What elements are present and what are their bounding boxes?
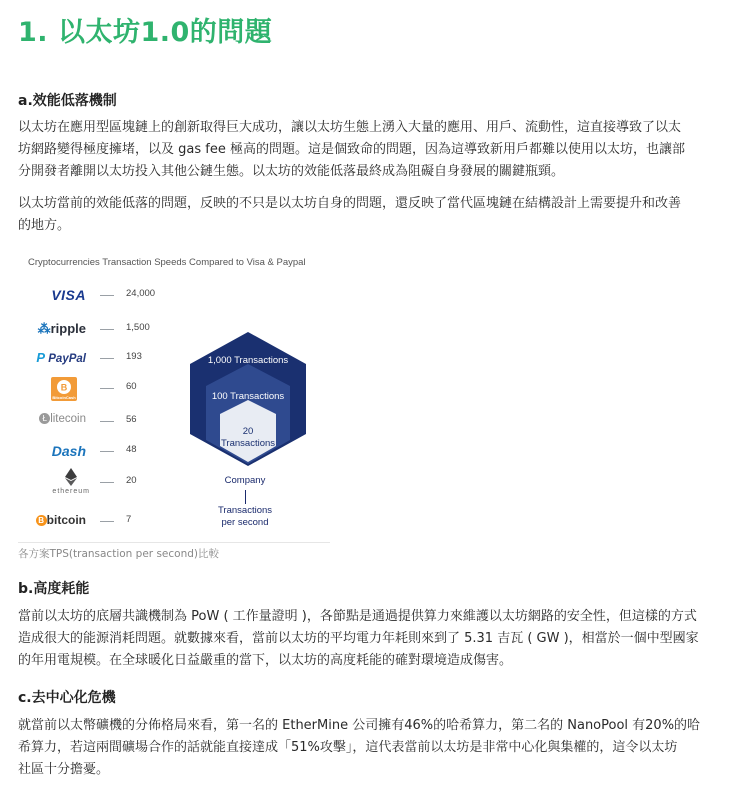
paypal-icon: P — [36, 350, 46, 365]
hex-label-20: 20 Transactions — [220, 426, 276, 449]
bitcoin-icon: B — [36, 515, 47, 526]
row-connector — [100, 451, 114, 452]
value-label: 7 — [126, 514, 132, 525]
row-connector — [100, 329, 114, 330]
hex-label-100: 100 Transactions — [211, 391, 285, 402]
section-a-heading: a.效能低落機制 — [18, 93, 117, 109]
tps-comparison-chart — [18, 252, 338, 542]
section-b-paragraph — [18, 606, 738, 672]
value-label: 24,000 — [126, 288, 156, 299]
row-connector — [100, 521, 114, 522]
page-title: 1. 以太坊1.0的問題 — [18, 17, 273, 48]
bitcoincash-icon — [50, 376, 78, 402]
ethereum-wordmark: ethereum — [52, 488, 90, 495]
paragraph-line: 就當前以太幣礦機的分佈格局來看，第一名的 EtherMine 公司擁有46%的哈希算力，第二名的 NanoPool 有20%的哈 — [18, 718, 701, 733]
ethereum-icon — [65, 468, 77, 486]
hex-label-1000: 1,000 Transactions — [207, 355, 289, 366]
paragraph-line: 造成很大的能源消耗問題。就數據來看，當前以太坊的平均電力年耗則來到了 5.31 吉瓦 ( GW )，相當於一個中型國家 — [18, 631, 699, 646]
value-label: 20 — [126, 475, 137, 486]
chart-row-visa — [18, 285, 178, 307]
bitcoin-wordmark: bitcoin — [46, 513, 86, 527]
dash-wordmark: Dash — [51, 443, 86, 459]
bitcoincash-wordmark: BitcoinCash — [52, 395, 76, 400]
litecoin-logo — [39, 413, 86, 425]
value-label: 193 — [126, 351, 142, 362]
chart-caption: 各方案TPS(transaction per second)比較 — [18, 548, 219, 560]
bitcoin-logo — [36, 513, 86, 527]
chart-row-paypal — [18, 348, 178, 370]
litecoin-icon: Ł — [39, 413, 50, 424]
value-label: 60 — [126, 381, 137, 392]
bitcoincash-logo — [50, 376, 78, 405]
paragraph-line: 以太坊在應用型區塊鏈上的創新取得巨大成功，讓以太坊生態上湧入大量的應用、用戶、流動性，這直接導致了以太 — [18, 120, 682, 135]
row-connector — [100, 358, 114, 359]
row-connector — [100, 421, 114, 422]
paragraph-line: 坊網路變得極度擁堵，以及 gas fee 極高的問題。這是個致命的問題，因為這導致新用戶都難以使用以太坊，也讓部 — [18, 142, 685, 157]
value-label: 56 — [126, 414, 137, 425]
chart-row-bitcoincash — [18, 378, 178, 400]
company-connector — [245, 490, 246, 504]
section-b-heading: b.高度耗能 — [18, 581, 90, 597]
row-connector — [100, 482, 114, 483]
paragraph-line: 分開發者離開以太坊投入其他公鏈生態。以太坊的效能低落最終成為阻礙自身發展的關鍵瓶頸。 — [18, 164, 565, 179]
row-connector — [100, 295, 114, 296]
visa-logo: VISA — [51, 287, 86, 303]
value-label: 48 — [126, 444, 137, 455]
chart-divider — [18, 542, 330, 543]
paragraph-line: 希算力，若這兩間礦場合作的話就能直接達成「51%攻擊」，這代表當前以太坊是非常中心化與集權的，這令以太坊 — [18, 740, 678, 755]
section-c-paragraph — [18, 715, 738, 781]
chart-row-dash — [18, 441, 178, 463]
row-connector — [100, 388, 114, 389]
litecoin-wordmark: litecoin — [50, 413, 86, 425]
value-label: 1,500 — [126, 322, 150, 333]
chart-title: Cryptocurrencies Transaction Speeds Compared to Visa & Paypal — [28, 257, 306, 268]
paragraph-line: 的年用電規模。在全球暖化日益嚴重的當下，以太坊的高度耗能的確對環境造成傷害。 — [18, 653, 513, 668]
tps-label: Transactions per second — [217, 505, 273, 528]
section-a-paragraph-2 — [18, 193, 738, 237]
paragraph-line: 以太坊當前的效能低落的問題，反映的不只是以太坊自身的問題，還反映了當代區塊鏈在結構設計上需要提升和改善 — [18, 196, 682, 211]
paypal-wordmark: PayPal — [48, 353, 86, 365]
paragraph-line: 社區十分擔憂。 — [18, 762, 110, 777]
ripple-wordmark: ripple — [50, 321, 86, 336]
chart-row-litecoin — [18, 411, 178, 433]
svg-text:B: B — [60, 382, 68, 393]
section-a-paragraph-1 — [18, 117, 738, 183]
paypal-logo — [36, 350, 86, 365]
ripple-icon: ⁂ — [37, 321, 51, 336]
chart-row-ripple — [18, 319, 178, 341]
ethereum-logo — [52, 468, 90, 495]
chart-row-ethereum — [18, 468, 178, 502]
chart-row-bitcoin — [18, 511, 178, 533]
ripple-logo — [38, 321, 86, 337]
dash-logo — [52, 443, 86, 459]
paragraph-line: 當前以太坊的底層共識機制為 PoW ( 工作量證明 )，各節點是通過提供算力來維護以太坊網路的安全性，但這樣的方式 — [18, 609, 697, 624]
section-c-heading: c.去中心化危機 — [18, 690, 116, 706]
company-label: Company — [224, 475, 266, 486]
paragraph-line: 的地方。 — [18, 218, 71, 233]
